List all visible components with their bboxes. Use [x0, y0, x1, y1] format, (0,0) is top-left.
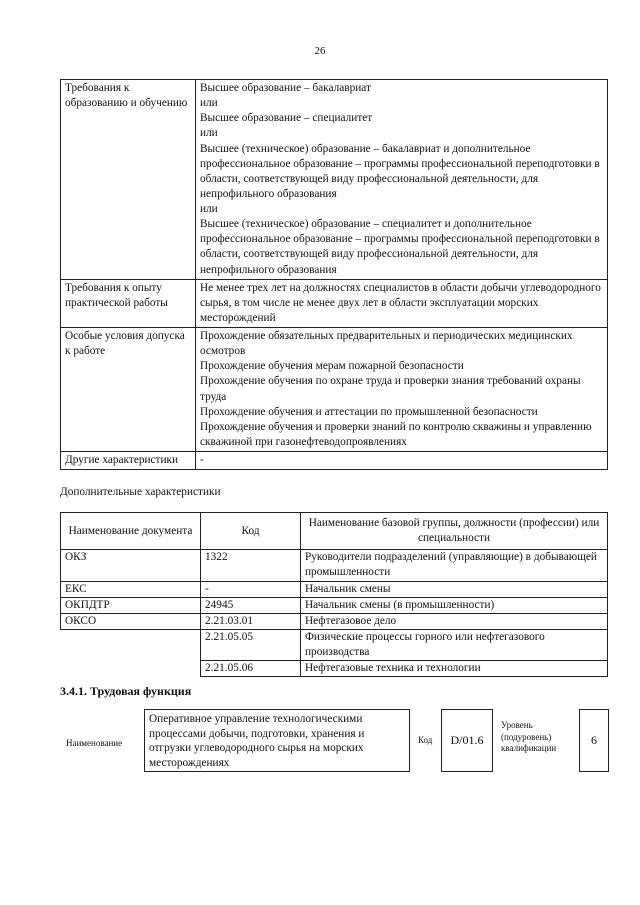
value-line: Высшее (техническое) образование – бакалавриат и дополнительное профессиональное образование – программы профессиональной переподготовки в области, соответствующей виду профессиональной деятельности, для непрофильного образования — [200, 142, 600, 200]
code-cell: 2.21.05.05 — [201, 629, 301, 660]
value-line: Прохождение обучения и аттестации по промышленной безопасности — [200, 405, 538, 418]
code-cell: 2.21.03.01 — [201, 613, 301, 629]
value-line: Прохождение обучения мерам пожарной безопасности — [200, 360, 464, 373]
row-label: Особые условия допуска к работе — [61, 328, 196, 452]
qualification-level-box: 6 — [579, 709, 609, 772]
value-line: Прохождение обучения по охране труда и проверки знания требований охраны труда — [200, 375, 581, 403]
value-line: или — [200, 97, 218, 110]
code-cell: - — [201, 581, 301, 597]
table-row — [61, 597, 608, 613]
table-row — [61, 613, 608, 629]
doc-cell: ОКПДТР — [61, 597, 201, 613]
row-label: Требования к образованию и обучению — [61, 80, 196, 280]
table-row — [61, 581, 608, 597]
row-value — [196, 328, 608, 452]
value-line: Высшее образование – специалитет — [200, 112, 373, 125]
doc-cell: ОКСО — [61, 613, 201, 629]
row-value — [196, 452, 608, 470]
value-line: Высшее образование – бакалавриат — [200, 82, 371, 94]
doc-cell: ЕКС — [61, 581, 201, 597]
code-cell: 24945 — [201, 597, 301, 613]
code-cell: 2.21.05.06 — [201, 661, 301, 677]
value-line: - — [200, 454, 204, 466]
table-row — [61, 452, 608, 470]
additional-characteristics-table — [60, 512, 608, 677]
name-cell: Руководители подразделений (управляющие) в добывающей промышленности — [301, 550, 608, 581]
level-label: Уровень (подуровень) квалификации — [501, 720, 557, 754]
name-cell: Нефтегазовое дело — [301, 613, 608, 629]
table-row — [61, 80, 608, 280]
table-row — [61, 328, 608, 452]
row-value — [196, 279, 608, 327]
row-label: Требования к опыту практической работы — [61, 279, 196, 327]
name-label: Наименование — [66, 738, 123, 748]
code-label: Код — [418, 735, 433, 745]
table-header-row — [61, 513, 608, 550]
requirements-table — [60, 79, 608, 470]
name-cell: Начальник смены (в промышленности) — [301, 597, 608, 613]
value-line: Прохождение обязательных предварительных и периодических медицинских осмотров — [200, 330, 573, 358]
value-line: или — [200, 203, 218, 215]
doc-cell: ОКЗ — [61, 550, 201, 581]
value-line: Не менее трех лет на должностях специалистов в области добычи углеводородного сырья, в том числе не менее двух лет в области эксплуатации морских месторождений — [200, 281, 601, 324]
value-line: Высшее (техническое) образование – специалитет и дополнительное профессиональное образование – программы профессиональной переподготовки в области, соответствующей виду профессиональной деятельности, для непрофильного образования — [200, 218, 600, 276]
name-cell: Начальник смены — [301, 581, 608, 597]
column-header: Наименование базовой группы, должности (профессии) или специальности — [301, 513, 608, 550]
doc-cell — [61, 661, 201, 677]
function-code-box: D/01.6 — [441, 709, 493, 772]
row-value — [196, 80, 608, 280]
value-line: или — [200, 127, 218, 140]
value-line: Прохождение обучения и проверки знаний по контролю скважины и управлению скважиной при газонефтеводопроявлениях — [200, 420, 592, 448]
table-row — [61, 550, 608, 581]
page-number: 26 — [314, 45, 326, 57]
column-header: Код — [201, 513, 301, 550]
name-cell: Нефтегазовые техника и технологии — [301, 661, 608, 677]
table-row — [61, 279, 608, 327]
row-label: Другие характеристики — [61, 452, 196, 470]
name-cell: Физические процессы горного или нефтегазового производства — [301, 629, 608, 660]
labor-function-heading: 3.4.1. Трудовая функция — [60, 684, 192, 698]
column-header: Наименование документа — [61, 513, 201, 550]
table-row — [61, 661, 608, 677]
table-row — [61, 629, 608, 660]
code-cell: 1322 — [201, 550, 301, 581]
doc-cell — [61, 629, 201, 660]
section-title: Дополнительные характеристики — [60, 486, 221, 498]
function-name-box: Оперативное управление технологическими процессами добычи, подготовки, хранения и отгрузки углеводородного сырья на морских месторождениях — [144, 709, 410, 772]
